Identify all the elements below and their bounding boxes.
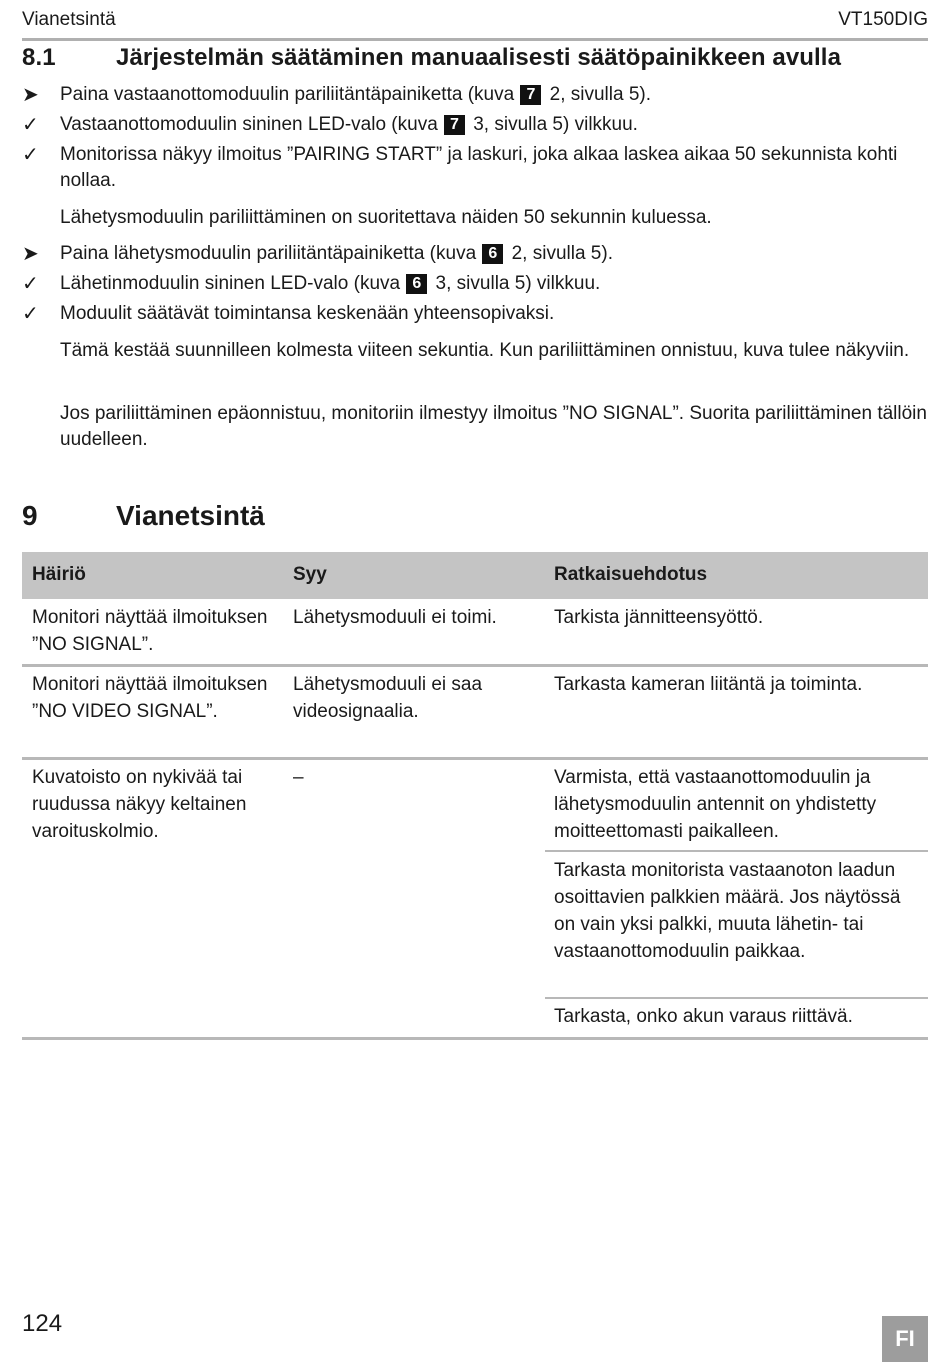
table-cell-solution: Tarkista jännitteensyöttö. (554, 607, 764, 628)
column-header-cause: Syy (293, 564, 327, 585)
manual-page (22, 0, 928, 1364)
header-divider (22, 38, 928, 41)
table-bottom-rule (22, 1037, 928, 1040)
table-cell-solution: Tarkasta, onko akun varaus riittävä. (554, 1006, 853, 1027)
step-note: Lähetysmoduulin pariliittäminen on suoritettava näiden 50 sekunnin kuluessa. (60, 207, 712, 228)
step-text-tail: 3, sivulla 5) vilkkuu. (467, 114, 638, 135)
table-cell-cause: Lähetysmoduuli ei saa videosignaalia. (293, 674, 483, 722)
step-text-tail: 2, sivulla 5). (544, 84, 652, 105)
step-text: Paina vastaanottomoduulin pariliitäntäpainiketta (kuva (60, 84, 520, 105)
checkmark-icon: ✓ (22, 144, 39, 166)
checkmark-icon: ✓ (22, 273, 39, 295)
step-text-tail: 2, sivulla 5). (506, 243, 613, 264)
chapter-heading (22, 500, 265, 532)
figure-number-badge: 6 (482, 244, 503, 264)
section-number: 8.1 (22, 44, 56, 71)
arrow-bullet-icon: ➤ (22, 243, 39, 265)
chapter-number: 9 (22, 500, 38, 531)
figure-number-badge: 6 (406, 274, 427, 294)
step-text-tail: 3, sivulla 5) vilkkuu. (430, 273, 601, 294)
step-text: Vastaanottomoduulin sininen LED-valo (kuva (60, 114, 444, 135)
table-cell-fault: Monitori näyttää ilmoituksen ”NO SIGNAL”. (32, 607, 268, 655)
table-cell-cause: Lähetysmoduuli ei toimi. (293, 607, 497, 628)
table-subrow-divider (545, 850, 928, 852)
checkmark-icon: ✓ (22, 114, 39, 136)
running-header (22, 9, 928, 39)
table-cell-solution: Varmista, että vastaanottomoduulin ja lähetysmoduulin antennit on yhdistetty moitteettomasti paikalleen. (554, 767, 877, 842)
table-subrow-divider (545, 997, 928, 999)
figure-number-badge: 7 (520, 85, 541, 105)
column-header-solution: Ratkaisuehdotus (554, 564, 708, 585)
checkmark-icon: ✓ (22, 303, 39, 325)
step-text: Lähetinmoduulin sininen LED-valo (kuva (60, 273, 406, 294)
page-number: 124 (22, 1310, 63, 1337)
column-header-fault: Häiriö (32, 564, 86, 585)
table-row-divider (22, 664, 928, 667)
header-chapter-title: Vianetsintä (22, 9, 116, 30)
table-cell-fault: Kuvatoisto on nykivää tai ruudussa näkyy keltainen varoituskolmio. (32, 767, 247, 842)
language-badge: FI (882, 1316, 928, 1362)
table-cell-fault: Monitori näyttää ilmoituksen ”NO VIDEO SIGNAL”. (32, 674, 268, 722)
section-title: Järjestelmän säätäminen manuaalisesti säätöpainikkeen avulla (116, 44, 842, 71)
step-note: Jos pariliittäminen epäonnistuu, monitoriin ilmestyy ilmoitus ”NO SIGNAL”. Suorita pariliittäminen tällöin uudelleen. (60, 403, 927, 450)
figure-number-badge: 7 (444, 115, 465, 135)
step-text: Monitorissa näkyy ilmoitus ”PAIRING START” ja laskuri, joka alkaa laskea aikaa 50 sekunnista kohti nollaa. (60, 144, 898, 191)
section-heading (22, 44, 841, 72)
table-cell-cause: – (293, 767, 304, 788)
table-header-row (22, 552, 928, 599)
arrow-bullet-icon: ➤ (22, 84, 39, 106)
table-cell-solution: Tarkasta kameran liitäntä ja toiminta. (554, 674, 863, 695)
header-model-number: VT150DIG (838, 9, 928, 30)
step-text: Paina lähetysmoduulin pariliitäntäpainiketta (kuva (60, 243, 482, 264)
chapter-title: Vianetsintä (116, 500, 265, 531)
table-cell-solution: Tarkasta monitorista vastaanoton laadun osoittavien palkkien määrä. Jos näytössä on vain yksi palkki, muuta lähetin- tai vastaanottomoduulin paikkaa. (554, 860, 901, 962)
step-text: Moduulit säätävät toimintansa keskenään yhteensopivaksi. (60, 303, 555, 324)
table-row-divider (22, 757, 928, 760)
step-note: Tämä kestää suunnilleen kolmesta viiteen sekuntia. Kun pariliittäminen onnistuu, kuva tulee näkyviin. (60, 340, 910, 361)
